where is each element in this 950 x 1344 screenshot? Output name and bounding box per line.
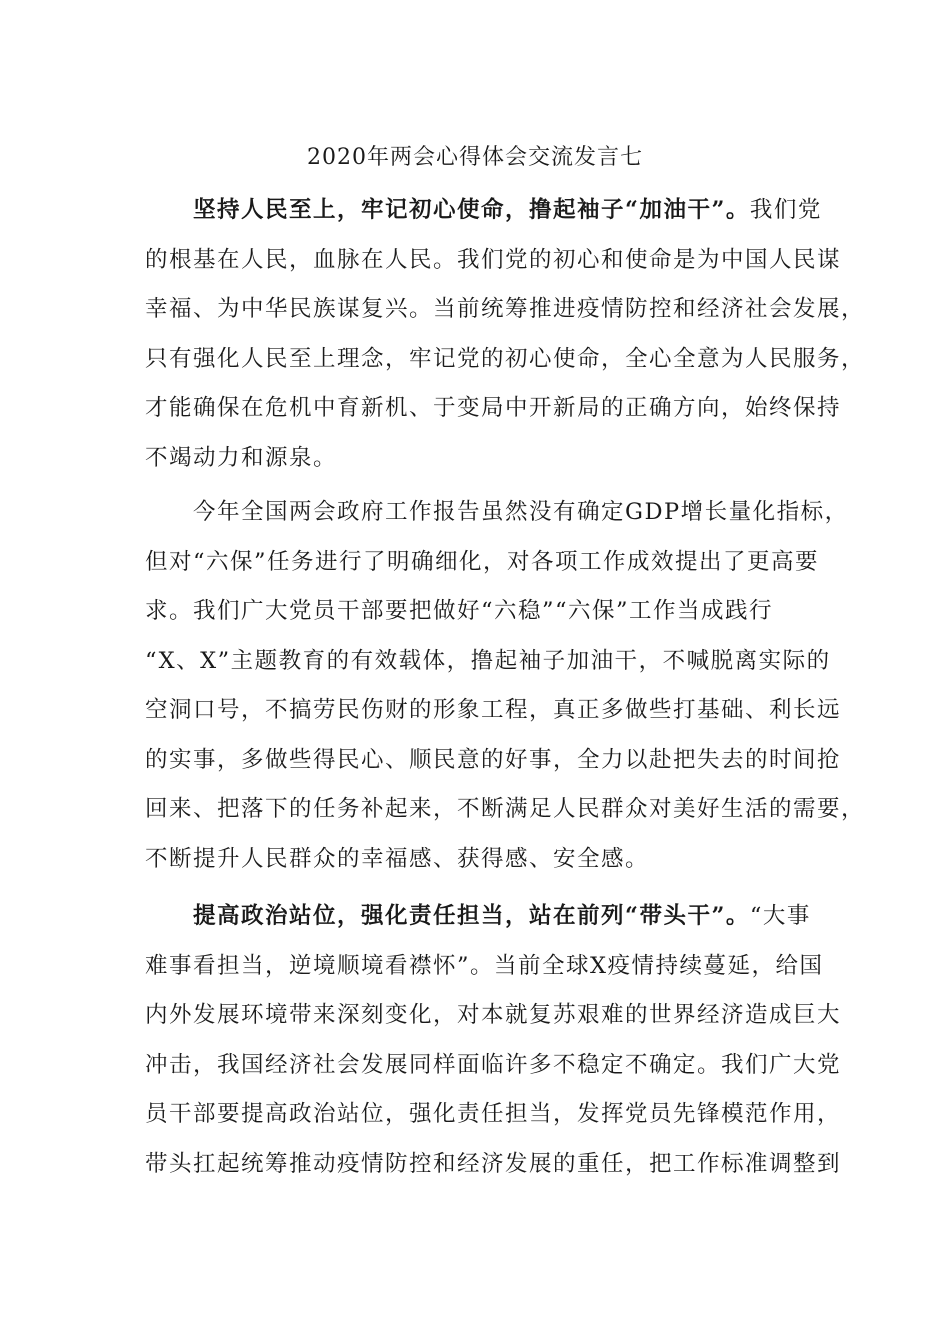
paragraph-line: 今年全国两会政府工作报告虽然没有确定GDP增长量化指标， (193, 499, 849, 525)
paragraph-line: 空洞口号，不搞劳民伤财的形象工程，真正多做些打基础、利长远 (145, 697, 842, 723)
paragraph-line: 带头扛起统筹推动疫情防控和经济发展的重任，把工作标准调整到 (145, 1150, 842, 1177)
paragraph-line (145, 186, 825, 236)
paragraph-line: 幸福、为中华民族谋复兴。当前统筹推进疫情防控和经济社会发展， (145, 296, 866, 322)
document-title: 2020年两会心得体会交流发言七 (307, 145, 643, 170)
paragraph-line: 难事看担当，逆境顺境看襟怀”。当前全球X疫情持续蔓延，给国 (145, 952, 824, 979)
paragraph-line: 不断提升人民群众的幸福感、获得感、安全感。 (145, 845, 650, 872)
paragraph-line: 只有强化人民至上理念，牢记党的初心使命，全心全意为人民服务， (145, 345, 866, 372)
paragraph-3 (145, 892, 842, 1189)
paragraph-line (145, 892, 825, 942)
paragraph-line: 不竭动力和源泉。 (145, 444, 338, 471)
paragraph-text: “大事 (749, 903, 811, 929)
paragraph-1 (145, 186, 866, 483)
paragraph-line: 回来、把落下的任务补起来，不断满足人民群众对美好生活的需要， (145, 796, 866, 822)
paragraph-2 (145, 488, 866, 884)
paragraph-line: 求。我们广大党员干部要把做好“六稳”“六保”工作当成践行 (145, 598, 774, 624)
paragraph-lead-heading: 坚持人民至上，牢记初心使命，撸起袖子“加油干”。 (193, 197, 750, 223)
paragraph-line: 冲击，我国经济社会发展同样面临许多不稳定不确定。我们广大党 (145, 1051, 842, 1078)
paragraph-text: 我们党 (749, 197, 822, 223)
paragraph-line: 内外发展环境带来深刻变化，对本就复苏艰难的世界经济造成巨大 (145, 1002, 842, 1028)
paragraph-line: 的实事，多做些得民心、顺民意的好事，全力以赴把失去的时间抢 (145, 746, 842, 773)
paragraph-line: 但对“六保”任务进行了明确细化，对各项工作成效提出了更高要 (145, 548, 820, 575)
paragraph-lead-heading: 提高政治站位，强化责任担当，站在前列“带头干”。 (193, 903, 750, 929)
paragraph-line: 的根基在人民，血脉在人民。我们党的初心和使命是为中国人民谋 (145, 246, 842, 273)
paragraph-line: 员干部要提高政治站位，强化责任担当，发挥党员先锋模范作用， (145, 1101, 842, 1127)
paragraph-line: “X、X”主题教育的有效载体，撸起袖子加油干，不喊脱离实际的 (145, 647, 831, 674)
paragraph-line: 才能确保在危机中育新机、于变局中开新局的正确方向，始终保持 (145, 395, 842, 421)
